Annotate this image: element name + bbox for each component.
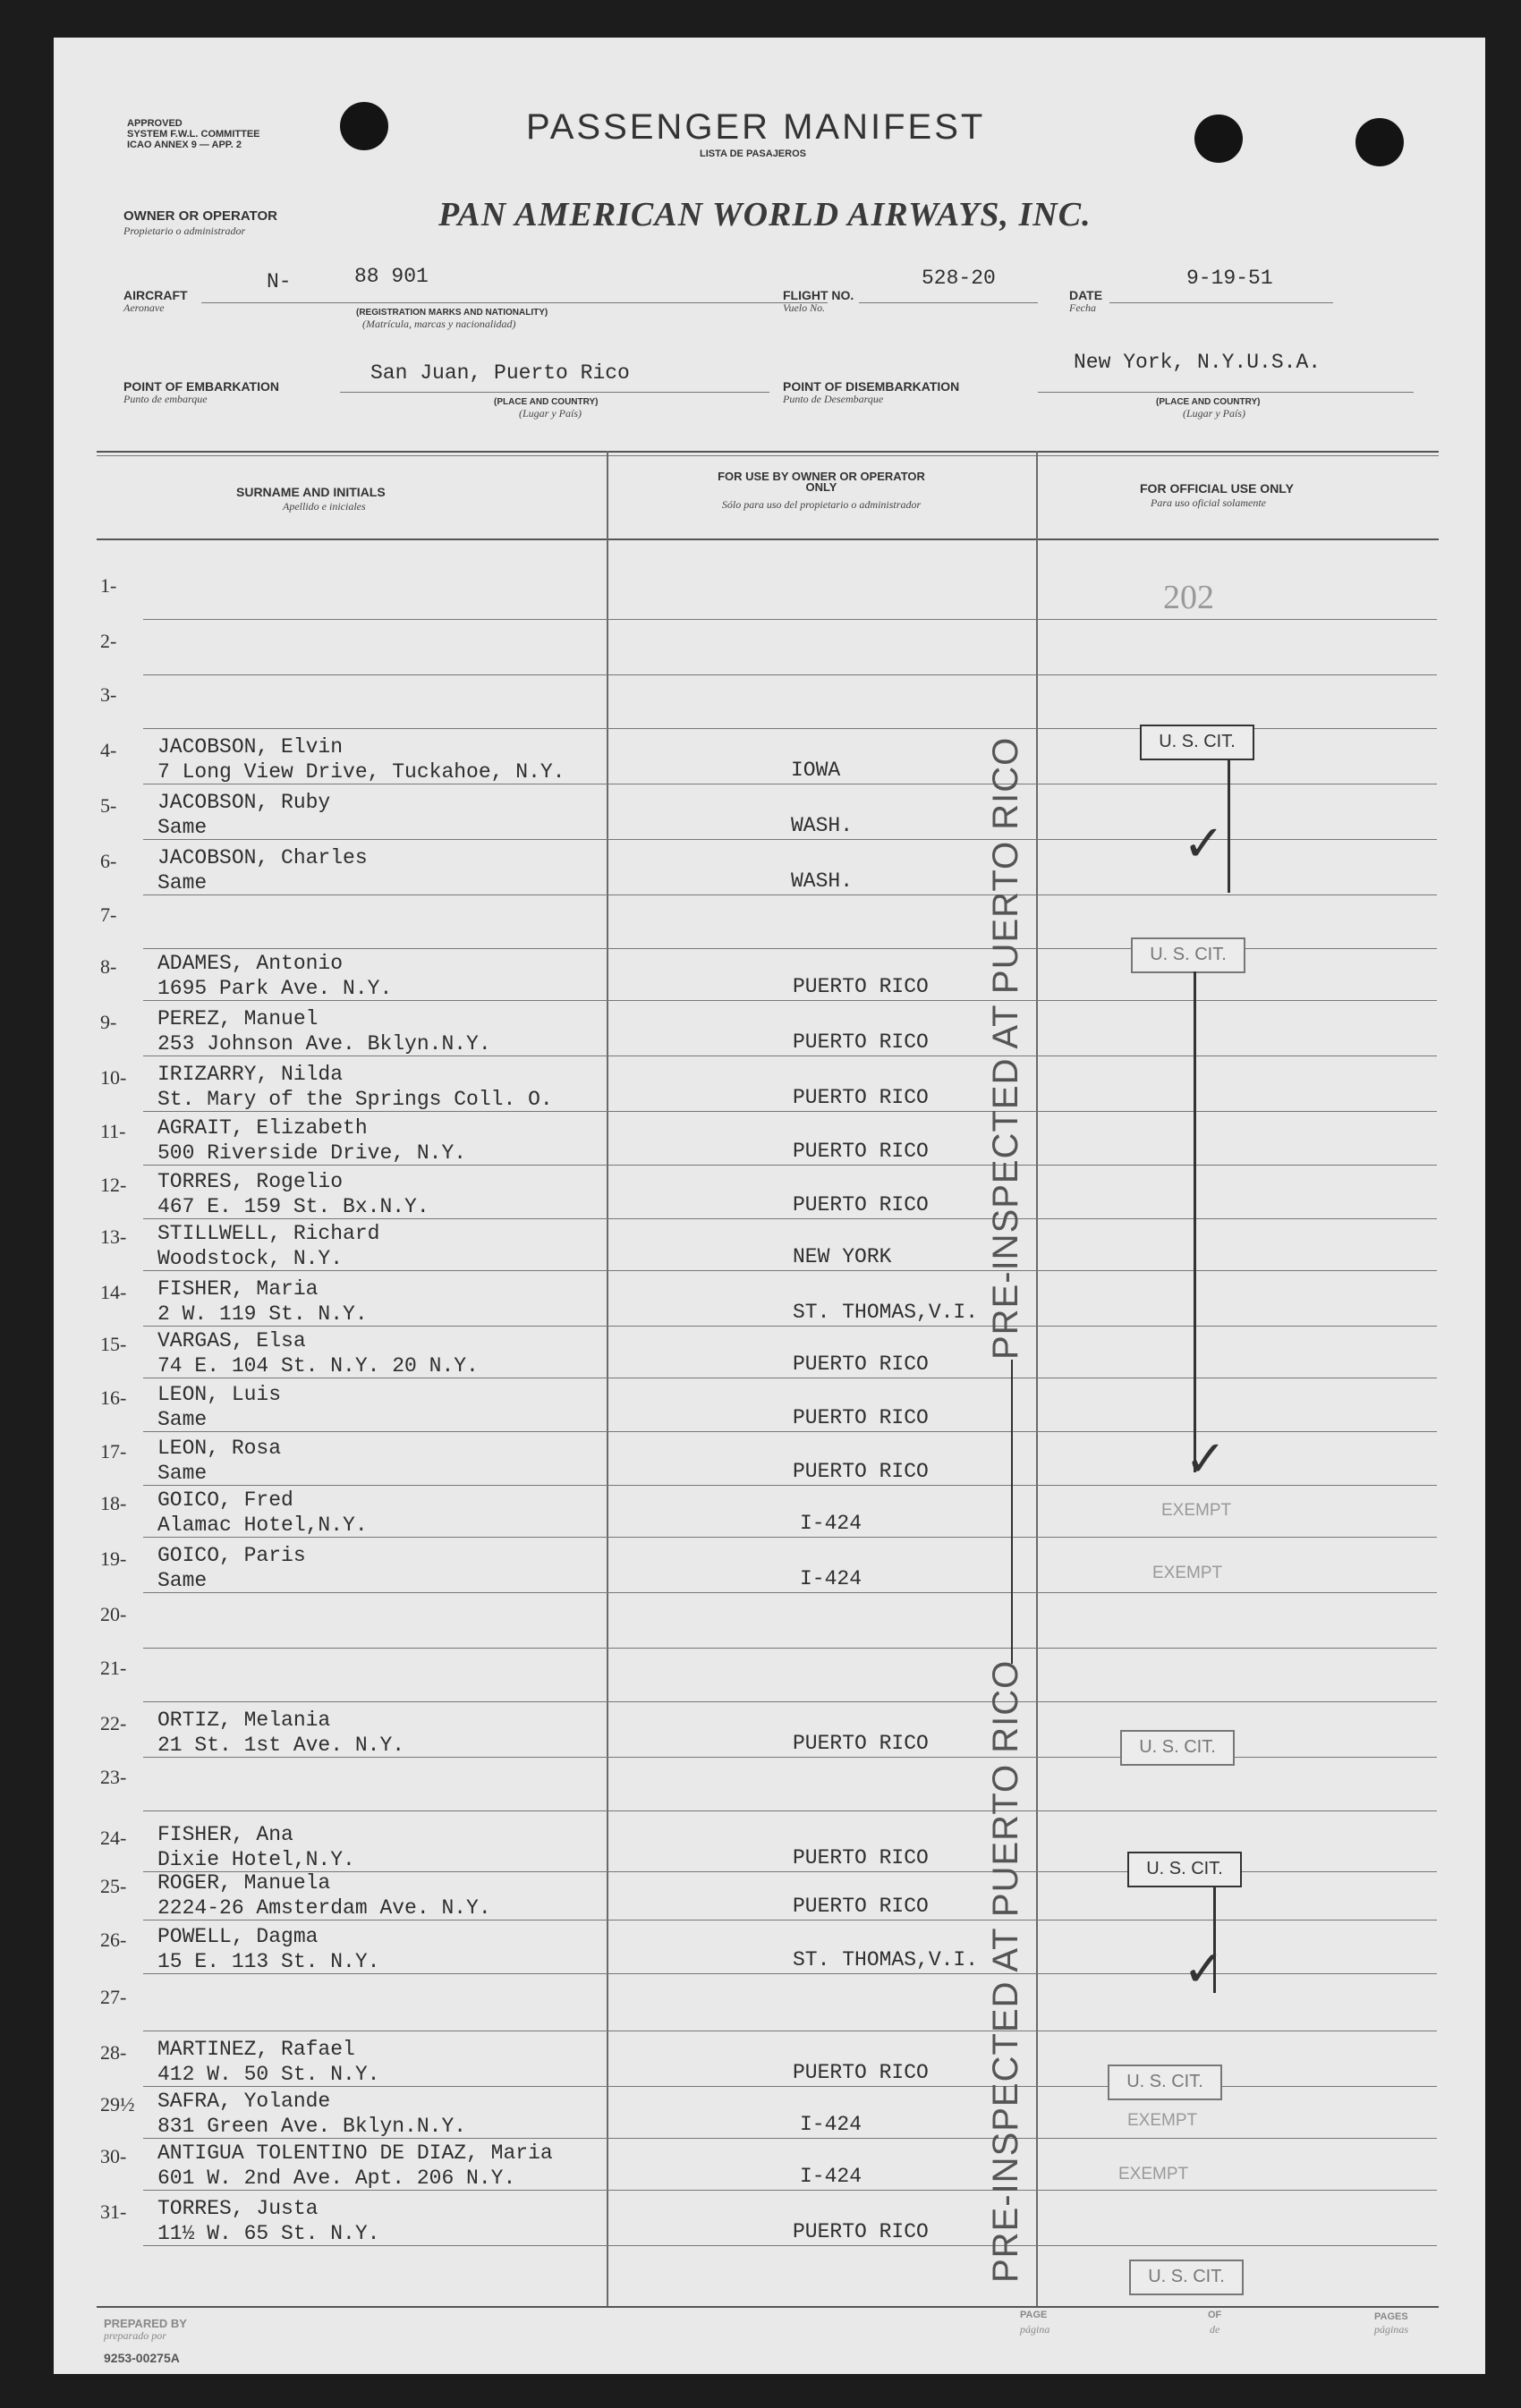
passenger-address: 15 E. 113 St. N.Y. [157,1950,380,1973]
passenger-name: ADAMES, Antonio [157,952,344,975]
destination: PUERTO RICO [793,1846,929,1870]
row-rule [143,2086,1437,2087]
prepared-by-label: PREPARED BY [104,2317,187,2330]
row-rule [143,1218,1437,1219]
us-cit-stamp: U. S. CIT. [1120,1730,1235,1766]
passenger-address: Same [157,1569,208,1592]
row-number: 13- [100,1225,127,1248]
passenger-address: 831 Green Ave. Bklyn.N.Y. [157,2115,467,2138]
passenger-address: Alamac Hotel,N.Y. [157,1513,368,1537]
passenger-name: TORRES, Rogelio [157,1170,344,1193]
row-number: 25- [100,1875,127,1897]
passenger-name: VARGAS, Elsa [157,1329,306,1352]
destination: PUERTO RICO [793,1140,929,1163]
passenger-address: 2224-26 Amsterdam Ave. N.Y. [157,1896,491,1920]
us-cit-stamp: U. S. CIT. [1140,725,1254,760]
destination: PUERTO RICO [793,1732,929,1755]
check-mark: ✓ [1183,815,1225,871]
disembarkation-label-es: Punto de Desembarque [783,393,884,405]
passenger-name: AGRAIT, Elizabeth [157,1116,368,1140]
column-divider [1036,451,1038,2306]
passenger-address: 467 E. 159 St. Bx.N.Y. [157,1195,429,1218]
row-rule [143,1871,1437,1872]
row-rule [143,1810,1437,1811]
of-label-es: de [1210,2323,1220,2336]
destination: ST. THOMAS,V.I. [793,1948,979,1971]
passenger-name: ROGER, Manuela [157,1871,331,1895]
flight-number: 528-20 [922,267,996,290]
passenger-name: FISHER, Ana [157,1823,293,1846]
destination: PUERTO RICO [793,1460,929,1483]
manifest-page [54,38,1485,2374]
row-number: 20- [100,1603,127,1625]
row-rule [143,1111,1437,1112]
row-rule [143,1757,1437,1758]
passenger-address: Same [157,816,208,839]
destination: I-424 [800,2165,862,2188]
aircraft-prefix: N- [267,270,292,293]
punch-hole [1355,118,1404,166]
destination: I-424 [800,1512,862,1535]
passenger-address: Same [157,871,208,895]
col-head-owner: FOR USE BY OWNER OR OPERATOR ONLY [718,470,925,494]
column-divider [607,451,608,2306]
official-mark: 202 [1163,579,1214,616]
flight-label-es: Vuelo No. [783,301,826,314]
row-rule [143,2138,1437,2139]
pages-label: PAGES [1374,2311,1408,2322]
destination: PUERTO RICO [793,2220,929,2243]
passenger-name: STILLWELL, Richard [157,1222,380,1245]
exempt-stamp: EXEMPT [1152,1564,1223,1582]
punch-hole [340,102,388,150]
row-rule [143,839,1437,840]
destination: NEW YORK [793,1245,892,1268]
row-number: 11- [100,1120,126,1142]
passenger-name: IRIZARRY, Nilda [157,1063,344,1086]
owner-label: OWNER OR OPERATOR [123,208,277,224]
row-number: 2- [100,630,117,652]
aircraft-label: AIRCRAFT [123,288,188,302]
passenger-name: JACOBSON, Charles [157,846,368,869]
flight-date: 9-19-51 [1186,267,1273,290]
passenger-name: JACOBSON, Ruby [157,791,331,814]
col-head-owner-es: Sólo para uso del propietario o administrador [721,498,922,511]
registration-note: (REGISTRATION MARKS AND NATIONALITY) [356,308,548,318]
destination: PUERTO RICO [793,975,929,998]
passenger-address: 7 Long View Drive, Tuckahoe, N.Y. [157,760,565,784]
passenger-name: SAFRA, Yolande [157,2090,331,2113]
destination: PUERTO RICO [793,1352,929,1376]
pre-inspected-stamp: PRE-INSPECTED AT PUERTO RICO [986,736,1025,1360]
row-number: 29½ [100,2093,135,2115]
exempt-stamp: EXEMPT [1118,2165,1189,2183]
of-label: OF [1208,2310,1222,2320]
destination: PUERTO RICO [793,1193,929,1217]
row-rule [143,1326,1437,1327]
flight-label: FLIGHT NO. [783,288,854,302]
row-rule [143,1537,1437,1538]
destination: IOWA [791,759,841,782]
passenger-name: ORTIZ, Melania [157,1708,331,1732]
row-rule [143,1431,1437,1432]
embarkation-point: San Juan, Puerto Rico [370,361,630,385]
check-mark: ✓ [1183,1940,1225,1997]
form-title-es: LISTA DE PASAJEROS [700,148,806,159]
row-number: 23- [100,1766,127,1788]
punch-hole [1194,114,1243,163]
passenger-address: Same [157,1408,208,1431]
passenger-address: Dixie Hotel,N.Y. [157,1848,355,1871]
prepared-by-label-es: preparado por [104,2329,166,2342]
row-number: 4- [100,739,117,761]
row-number: 15- [100,1333,127,1355]
embarkation-label: POINT OF EMBARKATION [123,379,279,394]
passenger-name: JACOBSON, Elvin [157,735,344,759]
passenger-name: FISHER, Maria [157,1277,319,1301]
us-cit-stamp: U. S. CIT. [1127,1852,1242,1887]
page-label: PAGE [1020,2310,1048,2320]
us-cit-stamp: U. S. CIT. [1131,937,1245,973]
row-number: 3- [100,683,117,706]
row-number: 19- [100,1547,127,1570]
passenger-address: 74 E. 104 St. N.Y. 20 N.Y. [157,1354,479,1378]
row-number: 24- [100,1827,127,1849]
row-number: 18- [100,1492,127,1514]
row-rule [143,1592,1437,1593]
row-rule [143,1485,1437,1486]
destination: PUERTO RICO [793,1406,929,1429]
row-number: 10- [100,1066,127,1089]
row-number: 27- [100,1986,127,2008]
destination: ST. THOMAS,V.I. [793,1301,979,1324]
passenger-name: ANTIGUA TOLENTINO DE DIAZ, Maria [157,2141,553,2165]
passenger-name: LEON, Rosa [157,1437,282,1460]
check-mark: ✓ [1185,1430,1227,1487]
us-cit-stamp: U. S. CIT. [1129,2260,1244,2295]
date-label: DATE [1069,288,1103,302]
row-rule [143,2245,1437,2246]
disembarkation-label: POINT OF DISEMBARKATION [783,379,960,394]
destination: PUERTO RICO [793,1086,929,1109]
embark-place-note-es: (Lugar y País) [519,407,582,420]
passenger-address: 500 Riverside Drive, N.Y. [157,1141,467,1165]
disembark-place-note-es: (Lugar y País) [1183,407,1245,420]
aircraft-label-es: Aeronave [123,301,165,314]
passenger-name: GOICO, Paris [157,1544,306,1567]
row-number: 22- [100,1712,127,1734]
row-rule [143,1270,1437,1271]
row-rule [143,1165,1437,1166]
destination: PUERTO RICO [793,2061,929,2084]
row-number: 14- [100,1281,127,1303]
row-number: 31- [100,2200,127,2223]
row-number: 6- [100,850,117,872]
row-number: 9- [100,1011,117,1033]
destination: PUERTO RICO [793,1030,929,1054]
passenger-address: St. Mary of the Springs Coll. O. [157,1088,553,1111]
pre-inspected-stamp: PRE-INSPECTED AT PUERTO RICO [986,1659,1025,2283]
passenger-name: POWELL, Dagma [157,1925,319,1948]
row-rule [143,1648,1437,1649]
col-head-official-es: Para uso oficial solamente [1151,496,1266,509]
disembark-place-note: (PLACE AND COUNTRY) [1156,397,1261,407]
row-number: 30- [100,2145,127,2167]
destination: WASH. [791,869,854,893]
row-number: 1- [100,574,117,597]
passenger-address: Woodstock, N.Y. [157,1247,344,1270]
row-rule [143,1701,1437,1702]
passenger-address: Same [157,1462,208,1485]
passenger-address: 21 St. 1st Ave. N.Y. [157,1734,405,1757]
passenger-name: MARTINEZ, Rafael [157,2038,355,2061]
row-number: 5- [100,794,117,817]
aircraft-number: 88 901 [354,265,429,288]
passenger-address: 253 Johnson Ave. Bklyn.N.Y. [157,1032,491,1056]
form-title: PASSENGER MANIFEST [526,107,986,147]
form-number: 9253-00275A [104,2351,180,2365]
exempt-stamp: EXEMPT [1127,2111,1198,2130]
row-rule [143,1000,1437,1001]
passenger-name: LEON, Luis [157,1383,282,1406]
row-number: 8- [100,955,117,978]
row-rule [143,1973,1437,1974]
row-number: 12- [100,1174,127,1196]
registration-note-es: (Matrícula, marcas y nacionalidad) [362,318,516,330]
destination: I-424 [800,2113,862,2136]
col-head-official: FOR OFFICIAL USE ONLY [1140,481,1294,496]
embark-place-note: (PLACE AND COUNTRY) [494,397,599,407]
approval-note: APPROVED SYSTEM F.W.L. COMMITTEE ICAO ANNEX 9 — APP. 2 [127,118,260,150]
row-rule [143,619,1437,620]
passenger-name: TORRES, Justa [157,2197,319,2220]
row-number: 28- [100,2041,127,2064]
exempt-stamp: EXEMPT [1161,1501,1232,1520]
col-head-names-es: Apellido e iniciales [283,500,366,513]
passenger-address: 11½ W. 65 St. N.Y. [157,2222,380,2245]
pages-label-es: páginas [1374,2323,1409,2336]
page-label-es: página [1020,2323,1050,2336]
row-rule [143,674,1437,675]
passenger-address: 412 W. 50 St. N.Y. [157,2063,380,2086]
airline-name: PAN AMERICAN WORLD AIRWAYS, INC. [438,196,1092,233]
col-head-names: SURNAME AND INITIALS [236,485,386,499]
destination: WASH. [791,814,854,837]
destination: PUERTO RICO [793,1895,929,1918]
owner-label-es: Propietario o administrador [123,225,246,237]
destination: I-424 [800,1567,862,1590]
row-number: 7- [100,903,117,926]
row-number: 16- [100,1386,127,1409]
row-rule [143,2190,1437,2191]
disembarkation-point: New York, N.Y.U.S.A. [1074,351,1321,374]
row-number: 21- [100,1657,127,1679]
row-number: 26- [100,1929,127,1951]
embarkation-label-es: Punto de embarque [123,393,208,405]
row-number: 17- [100,1440,127,1463]
passenger-name: GOICO, Fred [157,1488,293,1512]
passenger-address: 2 W. 119 St. N.Y. [157,1302,368,1326]
us-cit-stamp: U. S. CIT. [1108,2065,1222,2100]
date-label-es: Fecha [1069,301,1096,314]
passenger-name: PEREZ, Manuel [157,1007,319,1030]
passenger-address: 601 W. 2nd Ave. Apt. 206 N.Y. [157,2166,516,2190]
passenger-address: 1695 Park Ave. N.Y. [157,977,393,1000]
